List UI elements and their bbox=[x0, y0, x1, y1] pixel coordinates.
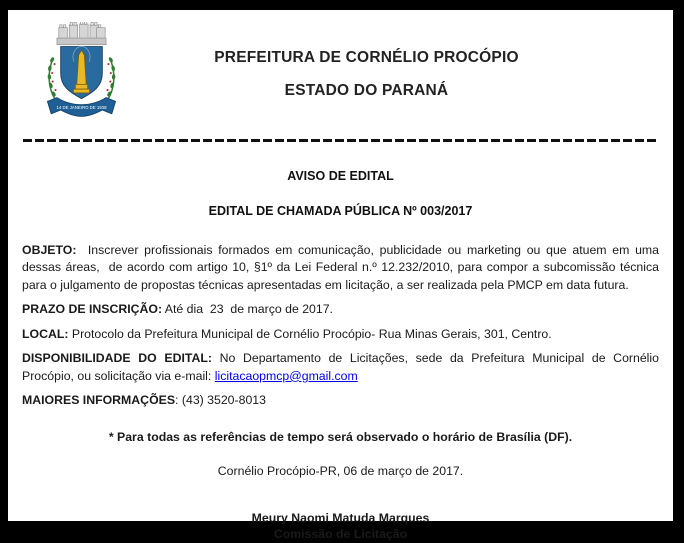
crest-laurel-right bbox=[102, 57, 116, 106]
edital-number-heading: EDITAL DE CHAMADA PÚBLICA Nº 003/2017 bbox=[22, 204, 659, 218]
paragraph-prazo bbox=[22, 301, 659, 318]
paragraph-objeto bbox=[22, 242, 659, 294]
header-titles bbox=[129, 22, 659, 115]
signer-role: Comissão de Licitação bbox=[22, 527, 659, 543]
crest-crown bbox=[57, 22, 106, 45]
paragraph-disponibilidade bbox=[22, 350, 659, 385]
paragraph-local bbox=[22, 326, 659, 343]
prazo-text: Até dia 23 de março de 2017. bbox=[162, 302, 333, 316]
crest-laurel-left bbox=[47, 57, 61, 106]
crest-ribbon bbox=[47, 98, 115, 117]
document-page bbox=[8, 10, 673, 521]
notice-heading: AVISO DE EDITAL bbox=[22, 169, 659, 183]
document-header bbox=[22, 22, 659, 131]
city-crest-icon bbox=[34, 22, 129, 131]
disponibilidade-text: No Departamento de Licitações, sede da Prefeitura Municipal de Cornélio Procópio, ou solicitação via e-mail: bbox=[22, 351, 662, 382]
objeto-label: OBJETO: bbox=[22, 243, 76, 257]
state-title: ESTADO DO PARANÁ bbox=[129, 83, 604, 99]
objeto-text: Inscrever profissionais formados em comunicação, publicidade ou marketing ou que atuem em uma dessas áreas, de acordo com artigo 10, §1º da Lei Federal n.º 12.232/2010, para compor a subcomissão técnica para o julgamento de propostas técnicas apresentadas em licitação, a ser realizada pela PMCP em data futura. bbox=[22, 243, 662, 292]
prazo-label: PRAZO DE INSCRIÇÃO: bbox=[22, 302, 162, 316]
municipality-title: PREFEITURA DE CORNÉLIO PROCÓPIO bbox=[129, 50, 604, 66]
signature-block bbox=[22, 511, 659, 543]
email-link[interactable]: licitacaopmcp@gmail.com bbox=[215, 369, 358, 383]
dashed-divider bbox=[23, 139, 658, 142]
maiores-label: MAIORES INFORMAÇÕES bbox=[22, 393, 175, 407]
local-text: Protocolo da Prefeitura Municipal de Cornélio Procópio- Rua Minas Gerais, 301, Centro. bbox=[68, 327, 551, 341]
time-reference-footnote: * Para todas as referências de tempo será observado o horário de Brasília (DF). bbox=[22, 429, 659, 446]
paragraph-maiores bbox=[22, 392, 659, 409]
crest-ribbon-text: 14 DE JANEIRO DE 1938 bbox=[56, 105, 107, 110]
place-and-date: Cornélio Procópio-PR, 06 de março de 2017. bbox=[22, 463, 659, 480]
disponibilidade-label: DISPONIBILIDADE DO EDITAL: bbox=[22, 351, 212, 365]
signer-name: Meury Naomi Matuda Marques bbox=[22, 511, 659, 527]
coat-of-arms-icon bbox=[34, 22, 129, 126]
maiores-text: : (43) 3520-8013 bbox=[175, 393, 266, 407]
document-body bbox=[22, 242, 659, 543]
local-label: LOCAL: bbox=[22, 327, 68, 341]
